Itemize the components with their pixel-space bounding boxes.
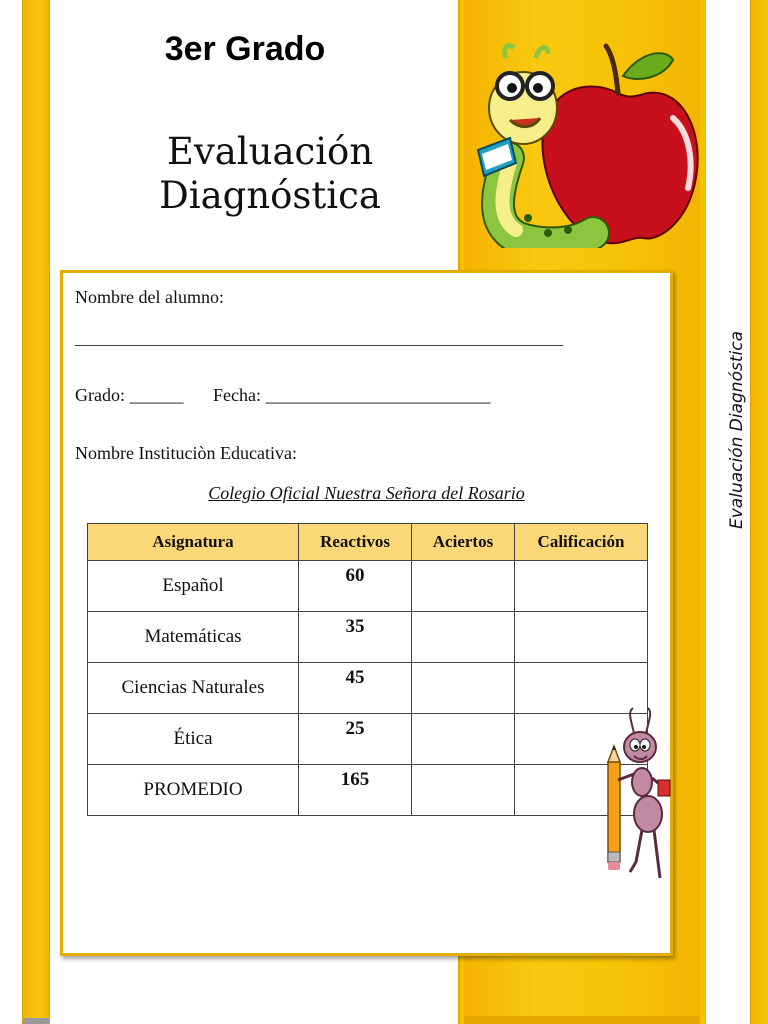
date-field[interactable]: Fecha: _________________________ bbox=[213, 385, 491, 405]
subject-cell: Ética bbox=[88, 714, 299, 765]
items-cell: 35 bbox=[299, 612, 412, 663]
grade-field[interactable]: Grado: ______ bbox=[75, 385, 184, 405]
subject-cell: Ciencias Naturales bbox=[88, 663, 299, 714]
ant-pencil-icon bbox=[600, 702, 675, 884]
correct-cell[interactable] bbox=[412, 612, 515, 663]
correct-cell[interactable] bbox=[412, 663, 515, 714]
header-correct: Aciertos bbox=[412, 524, 515, 561]
items-cell: 25 bbox=[299, 714, 412, 765]
institution-label: Nombre Instituciòn Educativa: bbox=[75, 443, 297, 463]
title-line-1: Evaluación bbox=[166, 130, 374, 173]
items-cell: 165 bbox=[299, 765, 412, 816]
far-right-yellow-bar bbox=[750, 0, 768, 1024]
student-name-line[interactable]: _____________________________________________________________ bbox=[75, 331, 563, 348]
title-line-2: Diagnóstica bbox=[159, 174, 381, 217]
table-row bbox=[88, 663, 648, 714]
items-cell: 60 bbox=[299, 561, 412, 612]
worm-apple-icon bbox=[468, 38, 704, 248]
correct-cell[interactable] bbox=[412, 561, 515, 612]
grade-cell[interactable] bbox=[515, 561, 648, 612]
correct-cell[interactable] bbox=[412, 714, 515, 765]
subject-cell: PROMEDIO bbox=[88, 765, 299, 816]
header-subject: Asignatura bbox=[88, 524, 299, 561]
student-name-label: Nombre del alumno: bbox=[75, 287, 224, 307]
institution-name: Colegio Oficial Nuestra Señora del Rosario bbox=[208, 483, 525, 503]
grade-cell[interactable] bbox=[515, 612, 648, 663]
subject-cell: Matemáticas bbox=[88, 612, 299, 663]
grade-title: 3er Grado bbox=[164, 30, 326, 68]
items-cell: 45 bbox=[299, 663, 412, 714]
header-items: Reactivos bbox=[299, 524, 412, 561]
table-header-row bbox=[88, 524, 648, 561]
table-row bbox=[88, 714, 648, 765]
grades-table bbox=[87, 523, 648, 816]
header-grade: Calificación bbox=[515, 524, 648, 561]
left-yellow-bar bbox=[22, 0, 50, 1024]
spine-label: Evaluación Diagnóstica bbox=[727, 331, 747, 529]
page-divider bbox=[705, 0, 706, 1024]
table-row bbox=[88, 561, 648, 612]
table-row bbox=[88, 612, 648, 663]
subject-cell: Español bbox=[88, 561, 299, 612]
evaluation-title bbox=[60, 130, 480, 218]
table-row bbox=[88, 765, 648, 816]
correct-cell[interactable] bbox=[412, 765, 515, 816]
student-form-card bbox=[60, 270, 673, 956]
